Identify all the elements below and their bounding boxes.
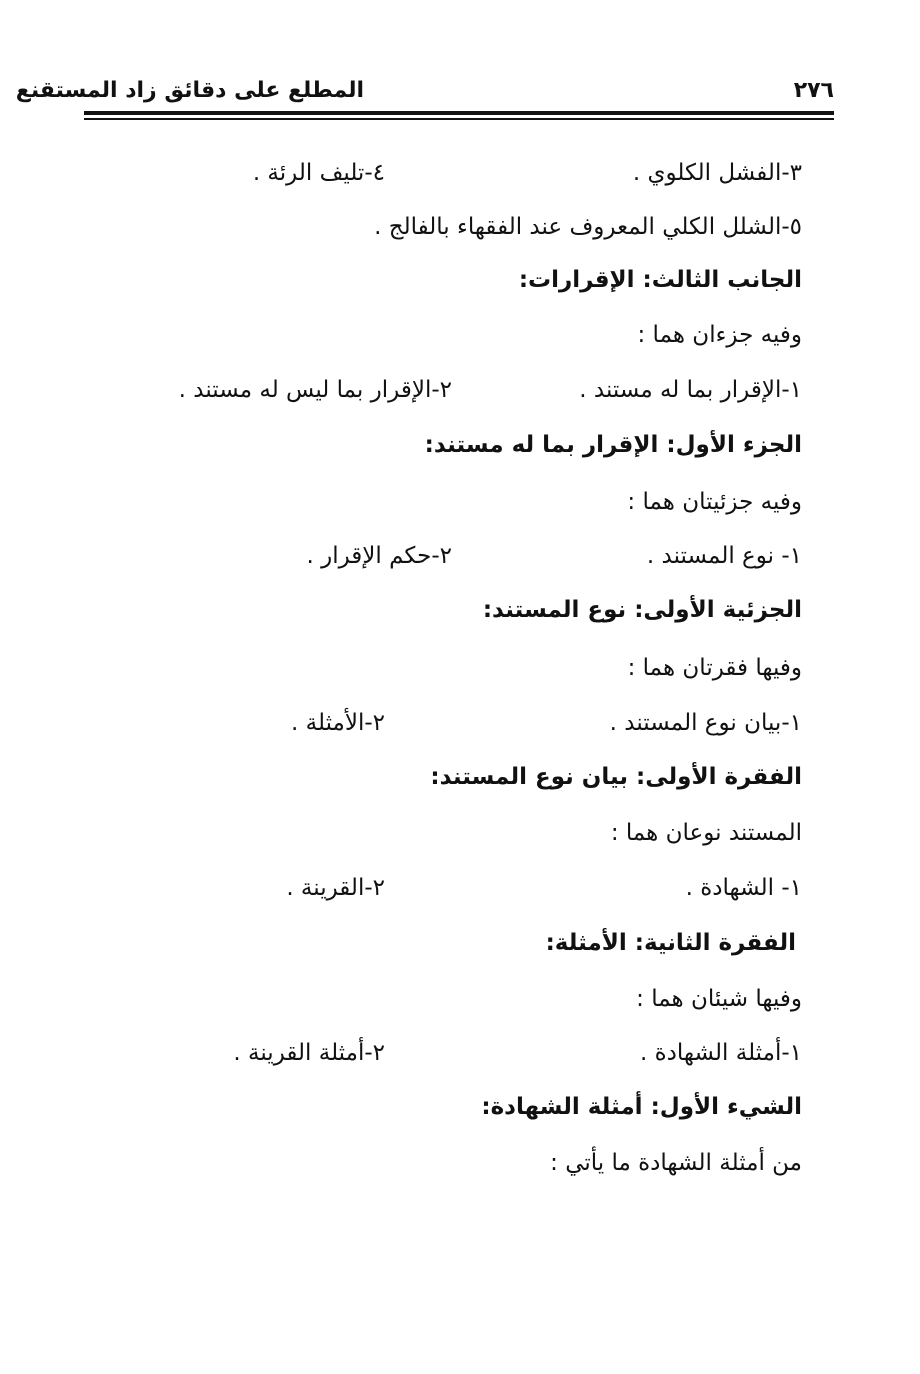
list-item: ٣-الفشل الكلوي . — [632, 160, 802, 186]
paragraph-line: وفيه جزئيتان هما : — [627, 489, 802, 515]
paragraph-line: وفيه جزءان هما : — [637, 322, 802, 348]
list-item: ٢-أمثلة القرينة . — [233, 1040, 385, 1066]
list-item: ١- الشهادة . — [685, 875, 802, 901]
paragraph-line: من أمثلة الشهادة ما يأتي : — [550, 1150, 802, 1176]
paragraph-line: وفيها فقرتان هما : — [627, 655, 802, 681]
list-item: ٢-القرينة . — [286, 875, 385, 901]
page-number: ٢٧٦ — [793, 78, 834, 103]
section-heading: الفقرة الأولى: بيان نوع المستند: — [430, 764, 802, 790]
section-heading: الشيء الأول: أمثلة الشهادة: — [481, 1094, 802, 1120]
section-heading: الجانب الثالث: الإقرارات: — [518, 267, 802, 293]
header-rule-thin — [84, 118, 834, 120]
paragraph-line: وفيها شيئان هما : — [636, 986, 802, 1012]
list-item: ١-بيان نوع المستند . — [609, 710, 802, 736]
book-title: المطلع على دقائق زاد المستقنع — [15, 78, 364, 103]
page-header — [15, 72, 834, 112]
list-item: ١- نوع المستند . — [646, 543, 802, 569]
list-item: ١-أمثلة الشهادة . — [639, 1040, 802, 1066]
list-item: ٤-تليف الرئة . — [252, 160, 385, 186]
section-heading: الجزئية الأولى: نوع المستند: — [482, 597, 802, 623]
list-item: ٢-الأمثلة . — [291, 710, 385, 736]
header-rule-thick — [84, 111, 834, 115]
paragraph-line: ٥-الشلل الكلي المعروف عند الفقهاء بالفالج . — [374, 214, 802, 240]
paragraph-line: المستند نوعان هما : — [610, 820, 802, 846]
list-item: ٢-حكم الإقرار . — [306, 543, 452, 569]
list-item: ١-الإقرار بما له مستند . — [579, 377, 802, 403]
section-heading: الفقرة الثانية: الأمثلة: — [545, 930, 796, 956]
section-heading: الجزء الأول: الإقرار بما له مستند: — [424, 432, 802, 458]
list-item: ٢-الإقرار بما ليس له مستند . — [178, 377, 452, 403]
